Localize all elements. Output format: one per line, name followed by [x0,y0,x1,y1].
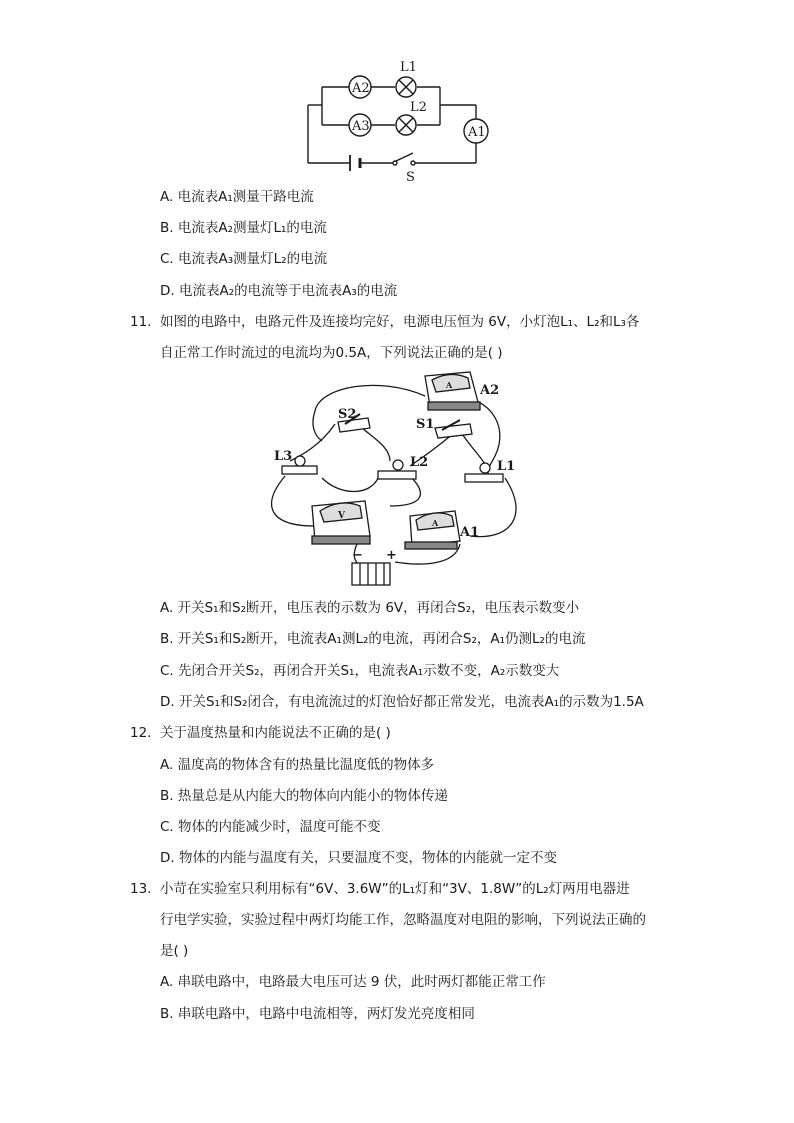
q11-option-b: B. 开关S₁和S₂断开，电流表A₁测L₂的电流，再闭合S₂，A₁仍测L₂的电流 [160,631,586,647]
ammeter-a1-icon [405,511,460,549]
q13-stem-line: 是( ) [160,943,189,959]
q12-option-b: B. 热量总是从内能大的物体向内能小的物体传递 [160,788,448,804]
q10-option-d: D. 电流表A₂的电流等于电流表A₃的电流 [160,283,398,299]
switch-label: S1 [416,417,435,432]
wire [460,431,485,464]
meter-label: A2 [480,383,500,398]
switch-label: S [406,170,415,185]
lamp-label: L3 [274,449,293,464]
meter-label: A2 [352,81,370,96]
ammeter-a2-icon [425,372,480,410]
battery-icon [352,563,390,585]
q13-stem-line: 行电学实验，实验过程中两灯均能工作，忽略温度对电阻的影响，下列说法正确的 [160,912,646,928]
question-number: 12. [130,725,152,741]
lamp-label: L2 [410,455,429,470]
lamp-label: L1 [497,459,516,474]
circuit-diagram-1 [300,55,500,185]
q11-stem-line: 自正常工作时流过的电流均为0.5A，下列说法正确的是( ) [160,345,503,361]
meter-face-label: A [432,518,439,528]
q11-option-d: D. 开关S₁和S₂闭合，有电流流过的灯泡恰好都正常发光，电流表A₁的示数为1.5A [160,694,644,710]
q12-option-d: D. 物体的内能与温度有关，只要温度不变，物体的内能就一定不变 [160,850,557,866]
q10-option-b: B. 电流表A₂测量灯L₁的电流 [160,220,327,236]
circuit-diagram-2 [260,366,530,592]
wire [272,476,315,526]
wire [290,424,335,461]
q11-option-c: C. 先闭合开关S₂，再闭合开关S₁，电流表A₁示数不变，A₂示数变大 [160,663,560,679]
q13-option-b: B. 串联电路中，电路中电流相等，两灯发光亮度相同 [160,1006,475,1022]
q10-option-c: C. 电流表A₃测量灯L₂的电流 [160,251,328,267]
voltmeter-icon [312,501,370,544]
q11-option-a: A. 开关S₁和S₂断开，电压表的示数为 6V，再闭合S₂，电压表示数变小 [160,600,580,616]
q12-option-a: A. 温度高的物体含有的热量比温度低的物体多 [160,757,435,773]
terminal-label: − [352,548,363,563]
q11-stem-line: 如图的电路中，电路元件及连接均完好，电源电压恒为 6V，小灯泡L₁、L₂和L₃各 [160,314,640,330]
q10-option-a: A. 电流表A₁测量干路电流 [160,189,314,205]
q12-stem-line: 关于温度热量和内能说法不正确的是( ) [160,725,391,741]
q12-option-c: C. 物体的内能减少时，温度可能不变 [160,819,381,835]
meter-face-label: V [338,511,345,521]
meter-label: A1 [468,125,486,140]
wire [322,478,378,492]
meter-face-label: A [446,380,453,390]
lamp-label: L1 [400,60,417,75]
question-number: 11. [130,314,152,330]
meter-label: A3 [352,119,370,134]
wire [360,426,390,461]
lamp-label: L2 [410,100,427,115]
meter-label: A1 [460,525,480,540]
switch-label: S2 [338,407,357,422]
wire [390,476,420,506]
wire [313,385,425,441]
question-number: 13. [130,881,152,897]
switch-s1-icon [435,420,472,438]
terminal-label: + [386,548,397,563]
q13-stem-line: 小苛在实验室只利用标有“6V、3.6W”的L₁灯和“3V、1.8W”的L₂灯两用电器进 [160,881,630,897]
q13-option-a: A. 串联电路中，电路最大电压可达 9 伏，此时两灯都能正常工作 [160,974,546,990]
switch-icon [396,153,413,161]
